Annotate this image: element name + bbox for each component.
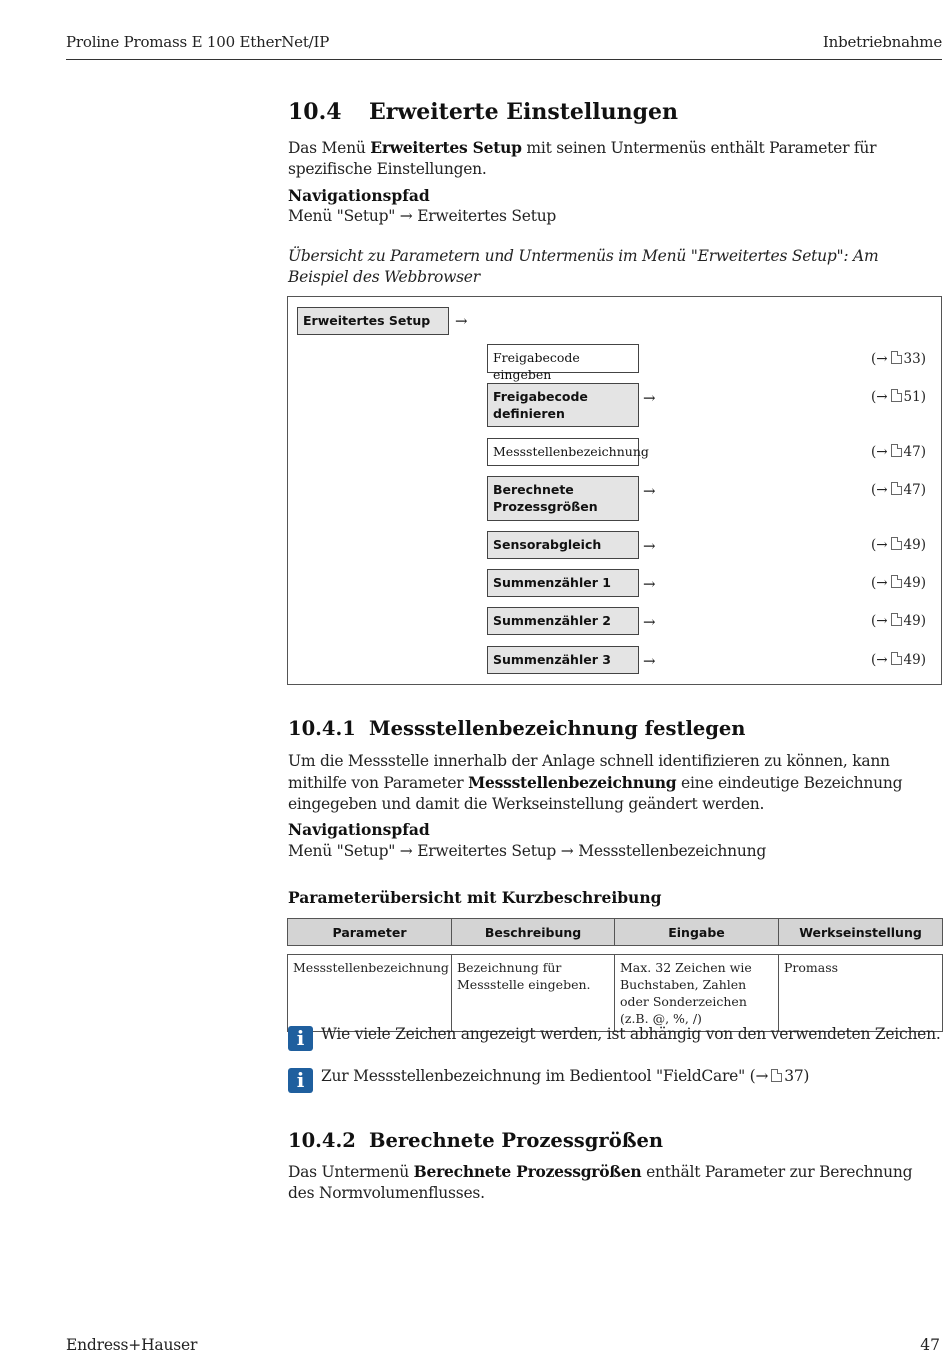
menu-root-box: Erweitertes Setup <box>297 307 449 335</box>
intro-bold: Erweitertes Setup <box>370 138 522 157</box>
page-reference: (→ 33) <box>870 351 926 367</box>
arrow-icon: → <box>643 652 656 670</box>
page-reference: (→ 49) <box>870 575 926 591</box>
table-cell: Messstellenbezeichnung <box>288 955 452 1032</box>
section-title: Messstellenbezeichnung festlegen <box>369 717 746 740</box>
menu-overview <box>287 296 942 685</box>
parameter-table <box>287 954 943 1032</box>
nav-path: Menü "Setup" → Erweitertes Setup → Messstellenbezeichnung <box>288 842 766 860</box>
page-reference: (→ 49) <box>870 613 926 629</box>
column-header-eingabe: Eingabe <box>615 919 779 946</box>
section-heading-10-4-2 <box>288 1129 663 1152</box>
page-ref-icon <box>891 613 902 626</box>
page-ref-icon <box>771 1069 782 1082</box>
page-ref-icon <box>891 652 902 665</box>
table-title: Parameterübersicht mit Kurzbeschreibung <box>288 888 662 907</box>
arrow-icon: → <box>643 482 656 500</box>
arrow-icon: → <box>643 613 656 631</box>
table-cell: Promass <box>779 955 943 1032</box>
intro-text-end: eine eindeutige Bezeichnung eingegeben und damit die Werkseinstellung geändert werden. <box>288 774 903 813</box>
menu-item-freigabecode-definieren: Freigabecode definieren <box>487 383 639 427</box>
info-note: Zur Messstellenbezeichnung im Bedientool "FieldCare" (→ 37) <box>321 1067 810 1085</box>
intro-text-end: enthält Parameter zur Berechnung des Normvolumenflusses. <box>288 1163 913 1202</box>
info-icon: i <box>288 1068 313 1093</box>
header-chapter: Inbetriebnahme <box>822 33 942 51</box>
section-heading-10-4-1 <box>288 717 746 740</box>
page-reference: (→ 49) <box>870 537 926 553</box>
table-cell: Max. 32 Zeichen wie Buchstaben, Zahlen oder Sonderzeichen (z.B. @, %, /) <box>615 955 779 1032</box>
page-ref-icon <box>891 537 902 550</box>
nav-heading: Navigationspfad <box>288 820 430 839</box>
arrow-icon: → <box>643 389 656 407</box>
section-heading-10-4 <box>288 99 678 125</box>
menu-item-freigabecode-eingeben: Freigabecode eingeben <box>487 344 639 373</box>
column-header-parameter: Parameter <box>288 919 452 946</box>
intro-text: Um die Messstelle innerhalb der Anlage schnell identifizieren zu können, kann mithilfe von Parameter <box>288 752 890 792</box>
arrow-icon: → <box>643 537 656 555</box>
parameter-table-header <box>287 918 943 946</box>
intro-text-end: mit seinen Untermenüs enthält Parameter für spezifische Einstellungen. <box>288 139 877 178</box>
intro-text: Das Menü <box>288 139 371 157</box>
column-header-beschreibung: Beschreibung <box>452 919 615 946</box>
info-note: Wie viele Zeichen angezeigt werden, ist abhängig von den verwendeten Zeichen. <box>321 1025 941 1043</box>
header-product: Proline Promass E 100 EtherNet/IP <box>66 33 330 51</box>
menu-item-sensorabgleich: Sensorabgleich <box>487 531 639 559</box>
info-icon: i <box>288 1026 313 1051</box>
section-number: 10.4 <box>288 99 342 125</box>
page-reference: (→ 51) <box>870 389 926 405</box>
menu-item-berechnete-prozessgroessen: Berechnete Prozessgrößen <box>487 476 639 521</box>
menu-item-summenzaehler-1: Summenzähler 1 <box>487 569 639 597</box>
menu-item-summenzaehler-3: Summenzähler 3 <box>487 646 639 674</box>
section-title: Berechnete Prozessgrößen <box>369 1129 664 1152</box>
page-ref-icon <box>891 389 902 402</box>
page-reference: (→ 49) <box>870 652 926 668</box>
page-ref-icon <box>891 351 902 364</box>
intro-bold: Berechnete Prozessgrößen <box>413 1162 642 1181</box>
page-reference: (→ 47) <box>870 482 926 498</box>
section-title: Erweiterte Einstellungen <box>369 99 678 125</box>
page-ref-icon <box>891 482 902 495</box>
page-number: 47 <box>920 1336 940 1354</box>
page-ref-icon <box>891 575 902 588</box>
intro-text: Das Untermenü <box>288 1163 414 1181</box>
section-number: 10.4.2 <box>288 1129 356 1152</box>
table-row <box>288 955 943 1032</box>
section-intro <box>288 751 940 815</box>
figure-caption: Übersicht zu Parametern und Untermenüs im Menü "Erweitertes Setup": Am Beispiel des Webbrowser <box>288 247 879 286</box>
menu-item-summenzaehler-2: Summenzähler 2 <box>487 607 639 635</box>
nav-heading: Navigationspfad <box>288 186 430 205</box>
page-reference: (→ 47) <box>870 444 926 460</box>
page-header <box>66 33 942 60</box>
section-number: 10.4.1 <box>288 717 356 740</box>
menu-item-messstellenbezeichnung: Messstellenbezeichnung <box>487 438 639 466</box>
column-header-werkseinstellung: Werkseinstellung <box>779 919 943 946</box>
table-cell: Bezeichnung für Messstelle eingeben. <box>452 955 615 1032</box>
arrow-icon: → <box>643 575 656 593</box>
intro-bold: Messstellenbezeichnung <box>468 773 677 792</box>
section-intro <box>288 1161 940 1204</box>
footer-brand: Endress+Hauser <box>66 1336 198 1354</box>
page-ref-icon <box>891 444 902 457</box>
section-intro <box>288 137 940 180</box>
arrow-icon: → <box>455 312 468 330</box>
nav-path: Menü "Setup" → Erweitertes Setup <box>288 207 557 225</box>
